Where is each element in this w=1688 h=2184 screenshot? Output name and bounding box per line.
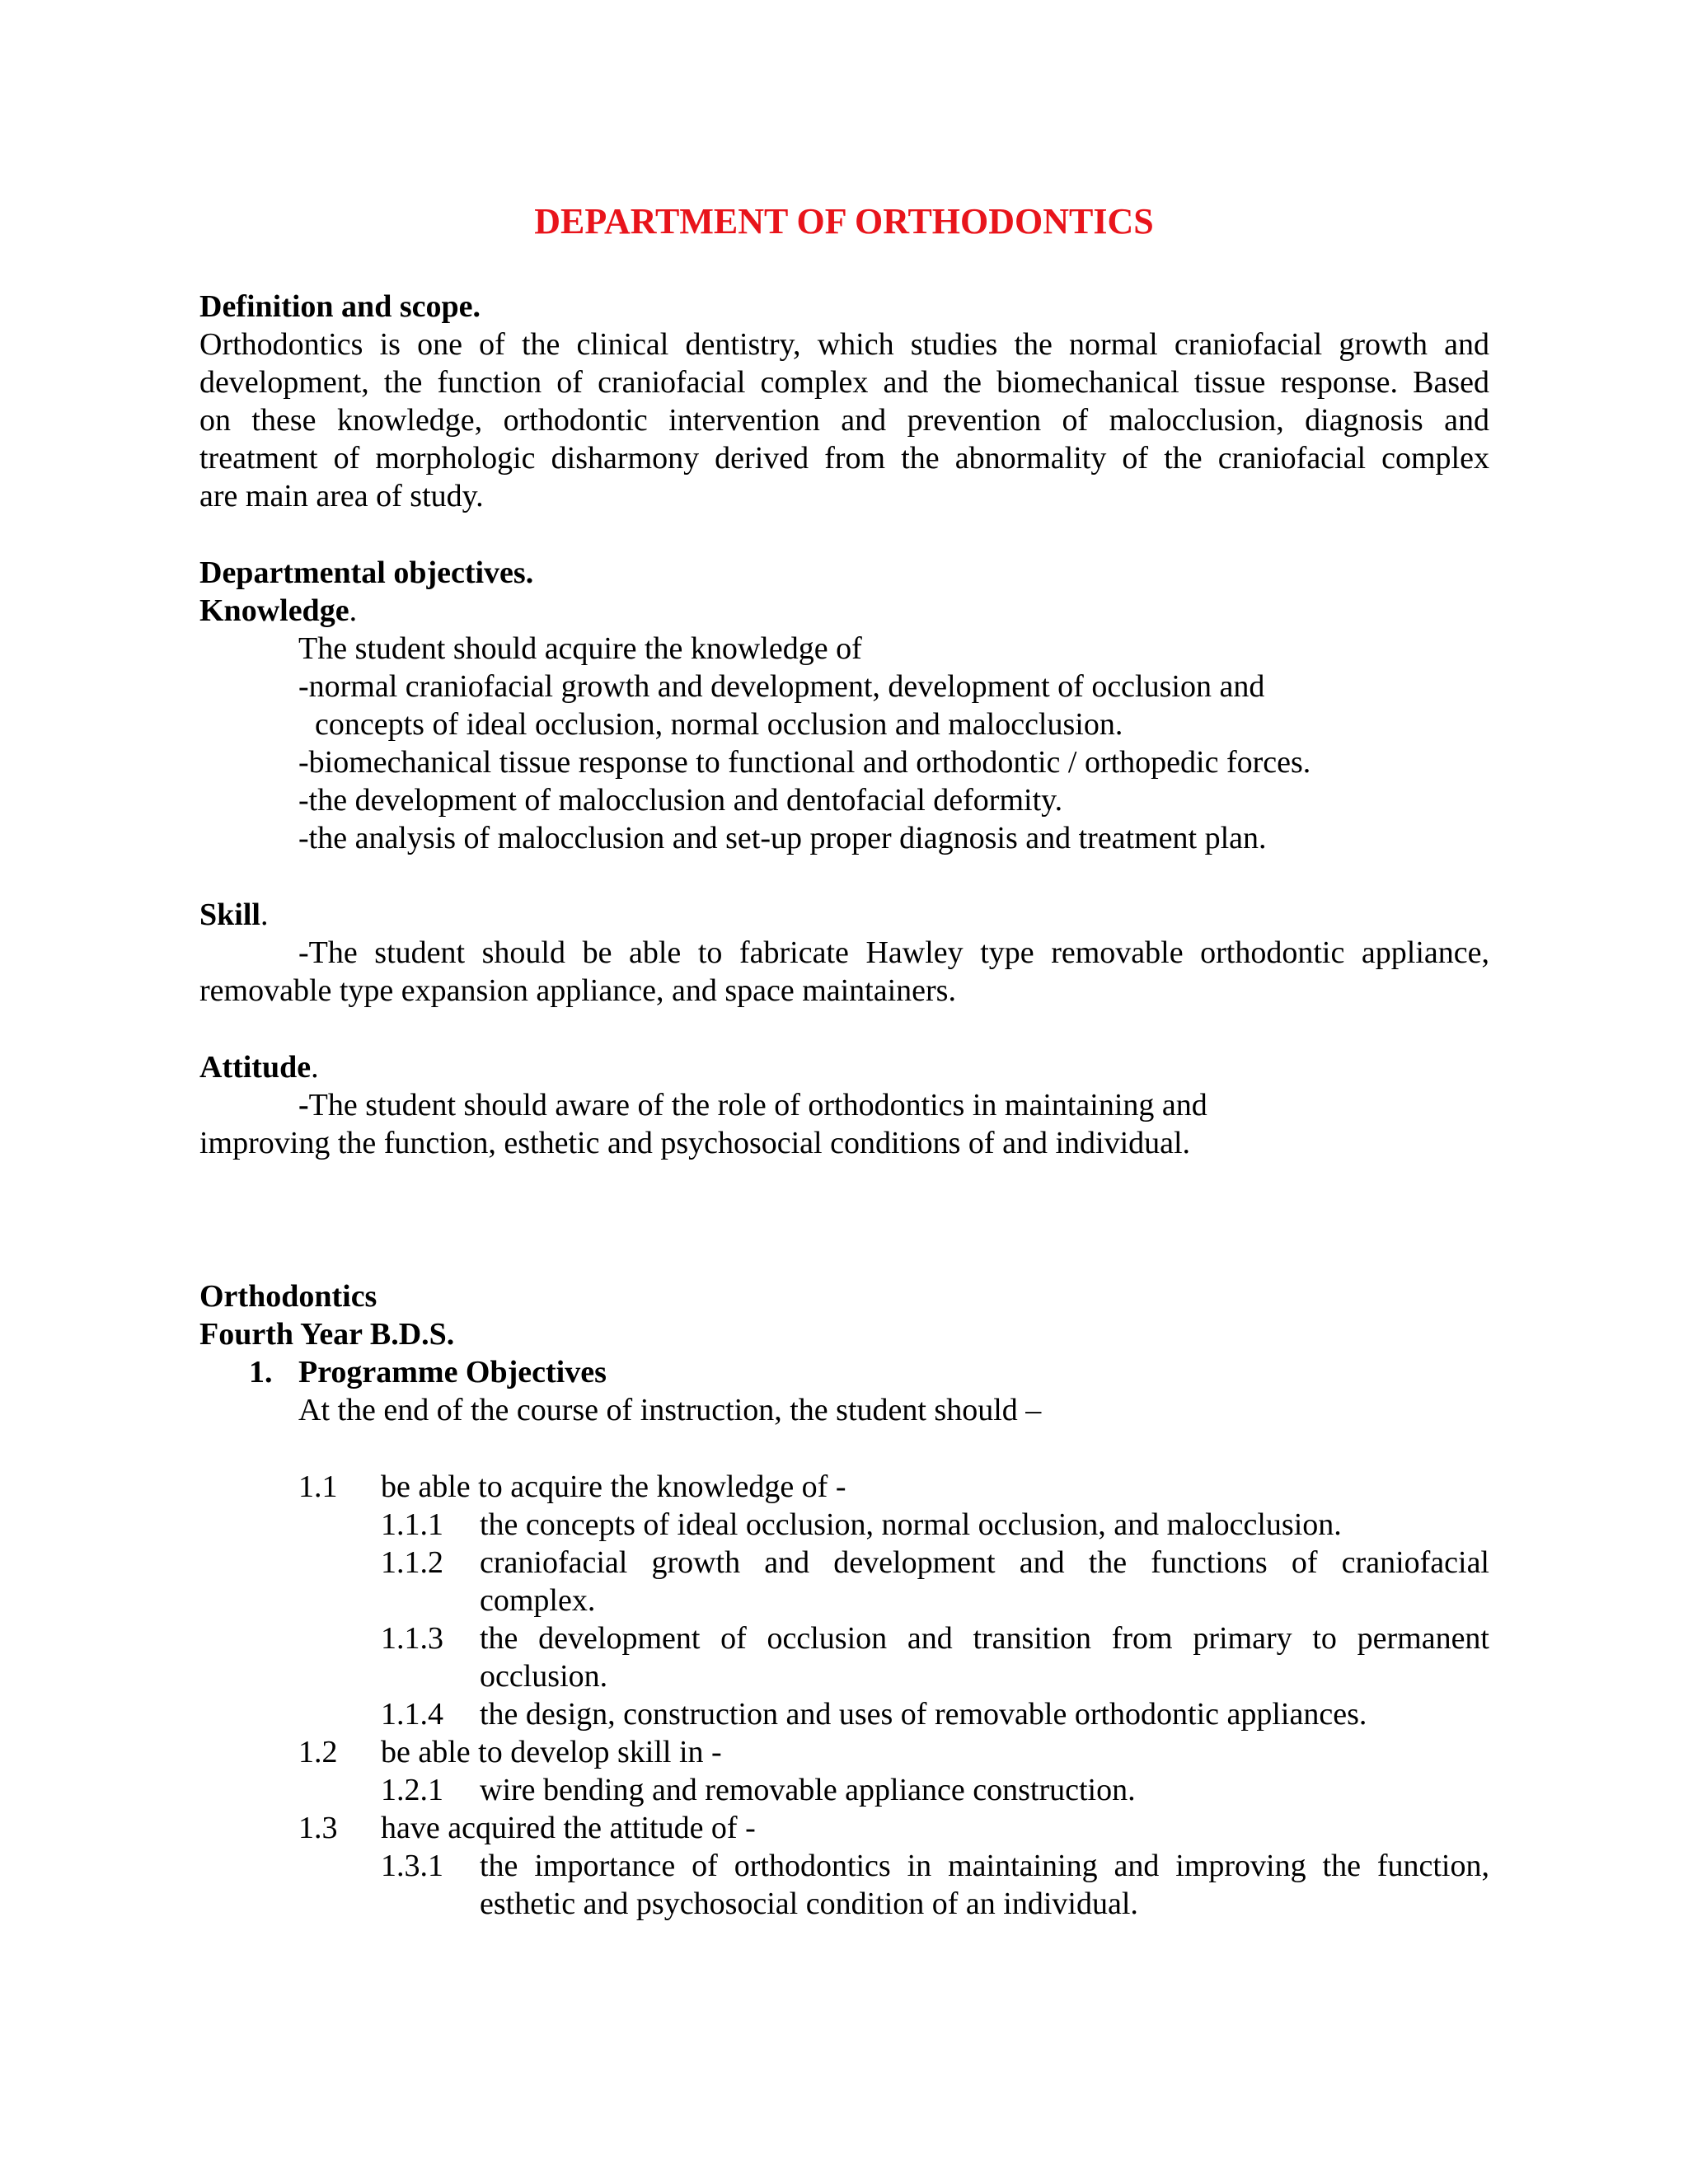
item-number: 1.1.3 — [381, 1621, 443, 1656]
item-text: be able to develop skill in - — [381, 1735, 722, 1769]
attitude-heading-line: Attitude. — [199, 1050, 319, 1085]
attitude-line-text: The student should aware of the role of orthodontics in maintaining and — [308, 1088, 1207, 1122]
item-number: 1.1.1 — [381, 1507, 443, 1542]
item-number: 1.2.1 — [381, 1773, 443, 1807]
knowledge-line: -the development of malocclusion and dentofacial deformity. — [298, 783, 1063, 818]
item-text: wire bending and removable appliance construction. — [480, 1773, 1136, 1807]
item-number: 1.2 — [298, 1735, 338, 1769]
attitude-line: improving the function, esthetic and psychosocial conditions of and individual. — [199, 1126, 1191, 1160]
item-number: 1.1.2 — [381, 1545, 443, 1580]
skill-line: -The student should be able to fabricate Hawley type removable orthodontic appliance, — [298, 935, 1489, 970]
page-title: DEPARTMENT OF ORTHODONTICS — [534, 201, 1154, 241]
course-year: Fourth Year B.D.S. — [199, 1317, 455, 1352]
item-text: the development of occlusion and transition from primary to permanent — [480, 1621, 1489, 1656]
item-text: the importance of orthodontics in maintaining and improving the function, — [480, 1849, 1489, 1883]
item-number: 1.3.1 — [381, 1849, 443, 1883]
knowledge-heading: Knowledge — [199, 593, 349, 628]
definition-line: are main area of study. — [199, 479, 484, 513]
skill-heading-line: Skill. — [199, 898, 269, 932]
item-text: craniofacial growth and development and the functions of craniofacial — [480, 1545, 1489, 1580]
knowledge-line: -normal craniofacial growth and development, development of occlusion and — [298, 669, 1265, 704]
definition-heading: Definition and scope. — [199, 289, 481, 324]
course-subject: Orthodontics — [199, 1279, 377, 1314]
definition-line: treatment of morphologic disharmony derived from the abnormality of the craniofacial complex — [199, 441, 1489, 476]
definition-line: Orthodontics is one of the clinical dentistry, which studies the normal craniofacial growth and — [199, 327, 1489, 362]
definition-line: on these knowledge, orthodontic intervention and prevention of malocclusion, diagnosis and — [199, 403, 1489, 438]
item-text: the design, construction and uses of removable orthodontic appliances. — [480, 1697, 1367, 1732]
item-number: 1.1.4 — [381, 1697, 443, 1732]
section-title: Programme Objectives — [298, 1355, 607, 1390]
knowledge-line: The student should acquire the knowledge of — [298, 631, 862, 666]
skill-line: removable type expansion appliance, and space maintainers. — [199, 973, 956, 1008]
item-text-continued: occlusion. — [480, 1659, 608, 1694]
knowledge-line: -biomechanical tissue response to functional and orthodontic / orthopedic forces. — [298, 745, 1311, 780]
item-text: be able to acquire the knowledge of - — [381, 1469, 846, 1504]
item-number: 1.3 — [298, 1811, 338, 1845]
attitude-dash: - — [298, 1088, 309, 1122]
item-text-continued: complex. — [480, 1583, 596, 1618]
attitude-heading: Attitude — [199, 1050, 312, 1085]
section-number: 1. — [249, 1355, 273, 1390]
item-number: 1.1 — [298, 1469, 338, 1504]
definition-line: development, the function of craniofacial complex and the biomechanical tissue response. Based — [199, 365, 1489, 400]
knowledge-line: -the analysis of malocclusion and set-up proper diagnosis and treatment plan. — [298, 821, 1267, 855]
item-text: the concepts of ideal occlusion, normal occlusion, and malocclusion. — [480, 1507, 1342, 1542]
attitude-line — [298, 1086, 1207, 1124]
knowledge-line: concepts of ideal occlusion, normal occlusion and malocclusion. — [315, 707, 1123, 742]
item-text-continued: esthetic and psychosocial condition of an individual. — [480, 1886, 1138, 1921]
item-text: have acquired the attitude of - — [381, 1811, 756, 1845]
knowledge-heading-line: Knowledge. — [199, 593, 358, 628]
skill-heading: Skill — [199, 898, 260, 932]
objectives-heading: Departmental objectives. — [199, 555, 534, 590]
section-intro: At the end of the course of instruction, the student should – — [298, 1393, 1042, 1427]
